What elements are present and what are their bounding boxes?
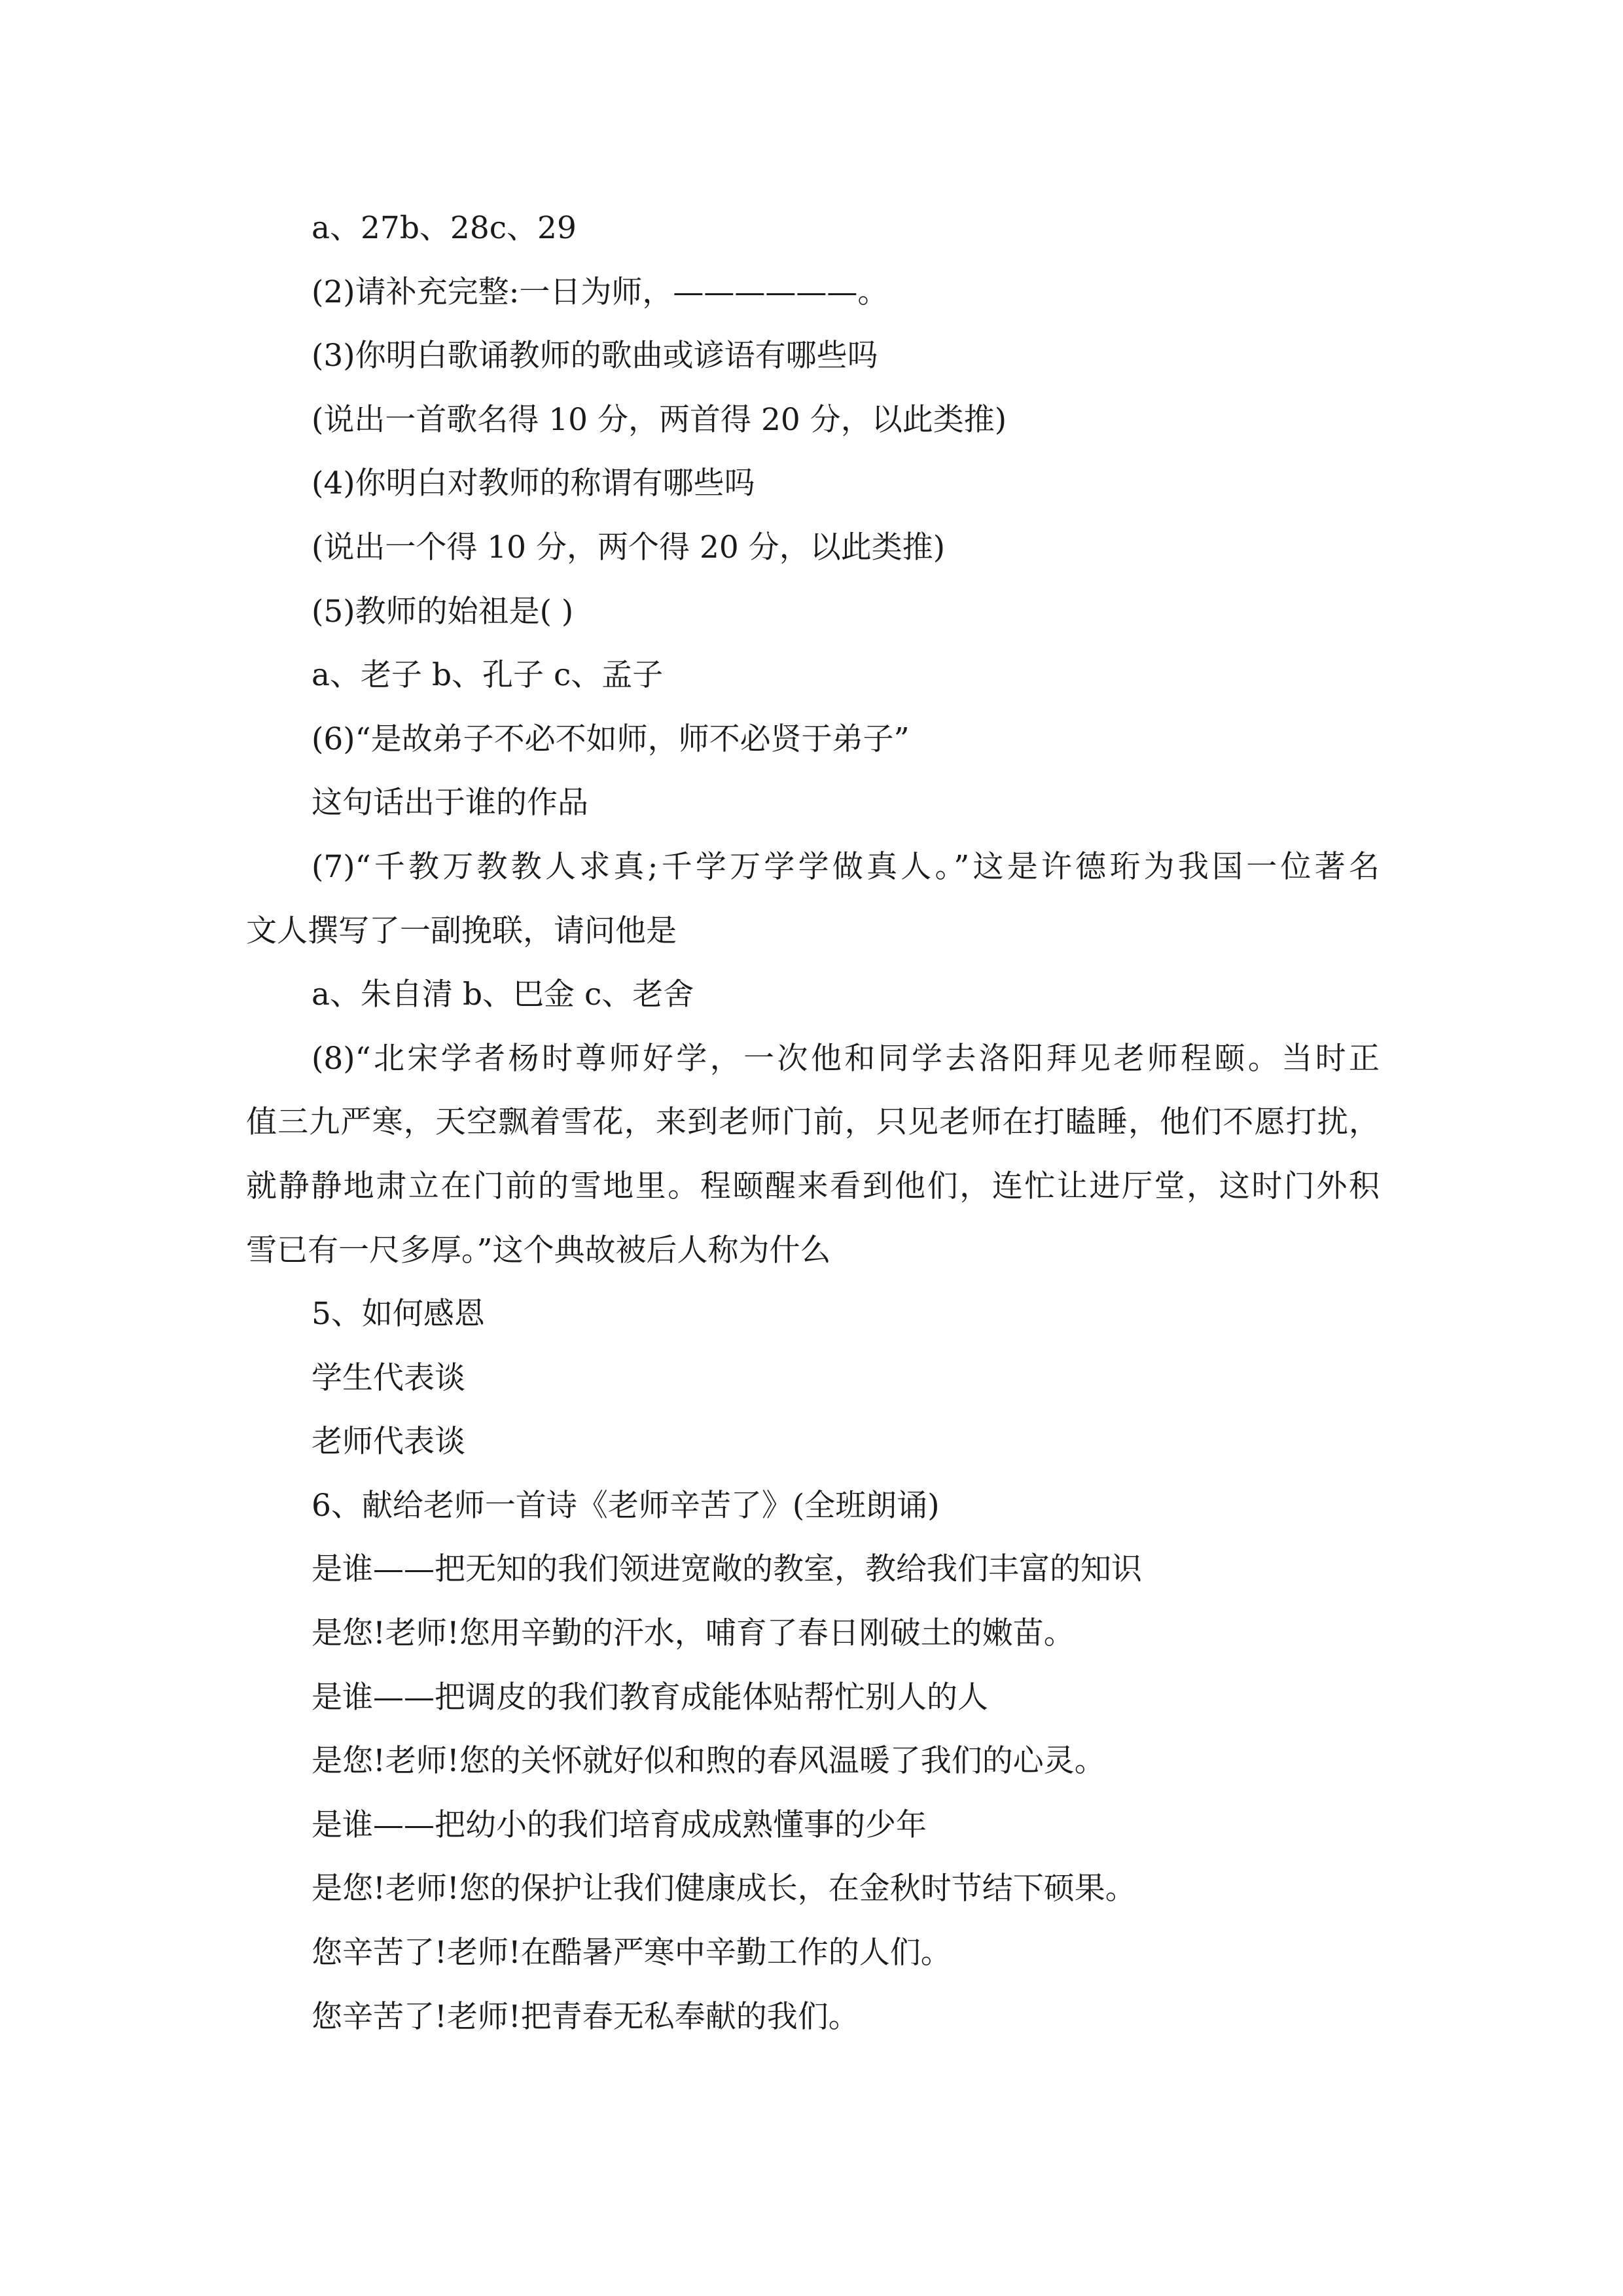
- poem-line-5: 是谁——把幼小的我们培育成成熟懂事的少年: [312, 1806, 927, 1843]
- poem-line-6: 是您!老师!您的保护让我们健康成长，在金秋时节结下硕果。: [312, 1871, 1136, 1907]
- question-4: (4)你明白对教师的称谓有哪些吗: [312, 465, 755, 502]
- question-6-prompt: 这句话出于谁的作品: [312, 785, 588, 821]
- student-representative: 学生代表谈: [312, 1359, 465, 1396]
- poem-line-4: 是您!老师!您的关怀就好似和煦的春风温暖了我们的心灵。: [312, 1743, 1105, 1780]
- question-8-line-4: 雪已有一尺多厚。”这个典故被后人称为什么: [246, 1232, 831, 1268]
- question-8-line-1: (8)“北宋学者杨时尊师好学，一次他和同学去洛阳拜见老师程颐。当时正: [312, 1040, 1380, 1077]
- section-6-heading: 6、献给老师一首诗《老师辛苦了》(全班朗诵): [312, 1487, 940, 1524]
- teacher-representative: 老师代表谈: [312, 1424, 465, 1460]
- question-6: (6)“是故弟子不必不如师，师不必贤于弟子”: [312, 721, 910, 757]
- section-5-heading: 5、如何感恩: [312, 1296, 485, 1333]
- poem-line-1: 是谁——把无知的我们领进宽敞的教室，教给我们丰富的知识: [312, 1551, 1142, 1588]
- question-5: (5)教师的始祖是( ): [312, 593, 574, 630]
- question-5-options: a、老子 b、孔子 c、孟子: [312, 657, 664, 694]
- question-8-line-3: 就静静地肃立在门前的雪地里。程颐醒来看到他们，连忙让进厅堂，这时门外积: [246, 1168, 1380, 1204]
- poem-line-8: 您辛苦了!老师!把青春无私奉献的我们。: [312, 1998, 859, 2035]
- poem-line-3: 是谁——把调皮的我们教育成能体贴帮忙别人的人: [312, 1679, 988, 1715]
- question-2: (2)请补充完整:一日为师，——————。: [312, 274, 889, 310]
- document-body: [246, 204, 1380, 2056]
- question-3: (3)你明白歌诵教师的歌曲或谚语有哪些吗: [312, 338, 878, 374]
- question-4-scoring: (说出一个得 10 分，两个得 20 分，以此类推): [312, 529, 946, 565]
- question-8-line-2: 值三九严寒，天空飘着雪花，来到老师门前，只见老师在打瞌睡，他们不愿打扰，: [246, 1104, 1380, 1141]
- question-1-options: a、27b、28c、29: [312, 210, 577, 246]
- question-3-scoring: (说出一首歌名得 10 分，两首得 20 分，以此类推): [312, 401, 1007, 438]
- poem-line-2: 是您!老师!您用辛勤的汗水，哺育了春日刚破土的嫩苗。: [312, 1615, 1075, 1652]
- poem-line-7: 您辛苦了!老师!在酷暑严寒中辛勤工作的人们。: [312, 1935, 952, 1971]
- question-7-line-1: (7)“千教万教教人求真;千学万学学做真人。”这是许德珩为我国一位著名: [312, 848, 1380, 885]
- question-7-line-2: 文人撰写了一副挽联，请问他是: [246, 912, 677, 949]
- question-7-options: a、朱自清 b、巴金 c、老舍: [312, 977, 694, 1013]
